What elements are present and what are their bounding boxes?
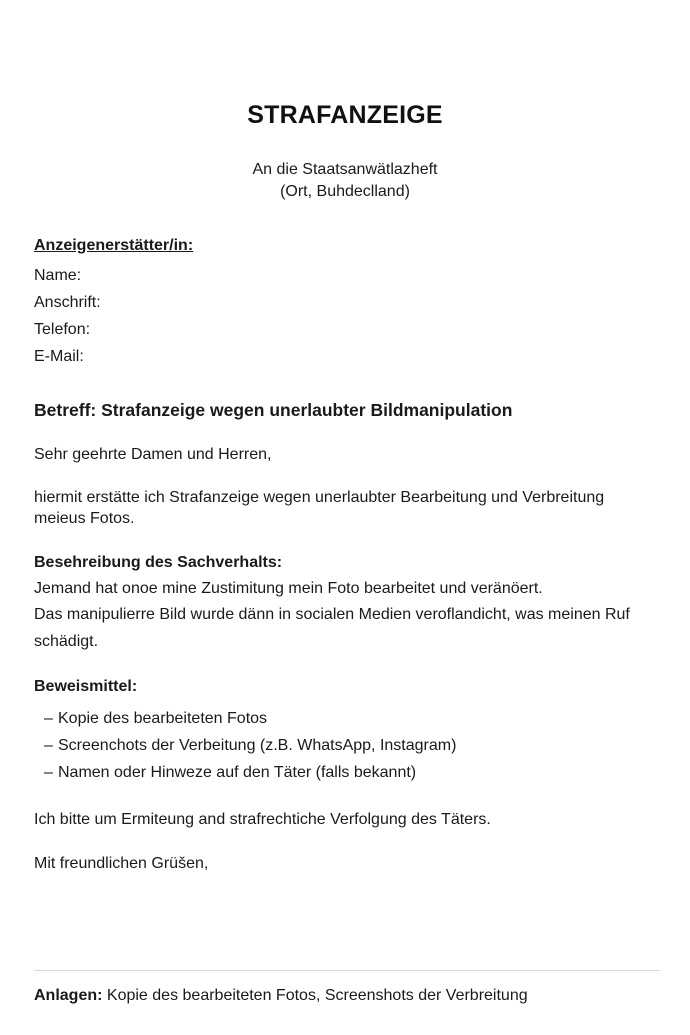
- bullet-dash: –: [44, 737, 53, 754]
- evidence-item: [34, 735, 456, 757]
- recipient-line-1: An die Staatsanwätlazheft: [252, 161, 438, 178]
- attachments-label: Anlagen:: [34, 987, 103, 1004]
- facts-line-2: Das manipulierre Bild wurde dänn in socialen Medien veroflandicht, was meinen Ruf: [34, 606, 630, 623]
- facts-line-3: schädigt.: [34, 633, 99, 650]
- evidence-item-text: Kopie des bearbeiteten Fotos: [58, 710, 268, 727]
- evidence-item: [34, 762, 416, 784]
- footer-divider: [34, 970, 660, 971]
- intro-line-1: hiermit erstätte ich Strafanzeige wegen unerlaubter Bearbeitung und Verbreitung: [34, 489, 605, 506]
- salutation: Sehr geehrte Damen und Herren,: [34, 446, 272, 463]
- facts-line-1: Jemand hat onoe mine Zustimitung mein Foto bearbeitet und veränöert.: [34, 580, 543, 597]
- field-email-label: E-Mail:: [34, 348, 84, 365]
- attachments-text: Kopie des bearbeiteten Fotos, Screenshots der Verbreitung: [106, 987, 528, 1004]
- evidence-heading: Beweismittel:: [34, 678, 138, 695]
- request-paragraph: Ich bitte um Ermiteung and strafrechtiche Verfolgung des Täters.: [34, 811, 491, 828]
- document-title: STRAFANZEIGE: [247, 101, 443, 129]
- closing-line: Mit freundlichen Grüšen,: [34, 855, 209, 872]
- evidence-item-text: Namen oder Hinweze auf den Täter (falls bekannt): [58, 764, 417, 781]
- evidence-item-text: Screenchots der Verbeitung (z.B. WhatsApp, Instagram): [58, 737, 457, 754]
- subject-line: Betreff: Strafanzeige wegen unerlaubter Bildmanipulation: [34, 400, 513, 420]
- complainant-heading: Anzeigenerstätter/in:: [34, 237, 194, 254]
- bullet-dash: –: [44, 710, 53, 727]
- field-address-label: Anschrift:: [34, 294, 101, 311]
- facts-heading: Besehreibung des Sachverhalts:: [34, 554, 283, 571]
- field-phone-label: Telefon:: [34, 321, 91, 338]
- footer-attachments: [34, 985, 528, 1007]
- recipient-line-2: (Ort, Buhdeclland): [280, 183, 410, 200]
- field-name-label: Name:: [34, 267, 82, 284]
- evidence-item: [34, 708, 267, 730]
- intro-line-2: meieus Fotos.: [34, 510, 135, 527]
- bullet-dash: –: [44, 764, 53, 781]
